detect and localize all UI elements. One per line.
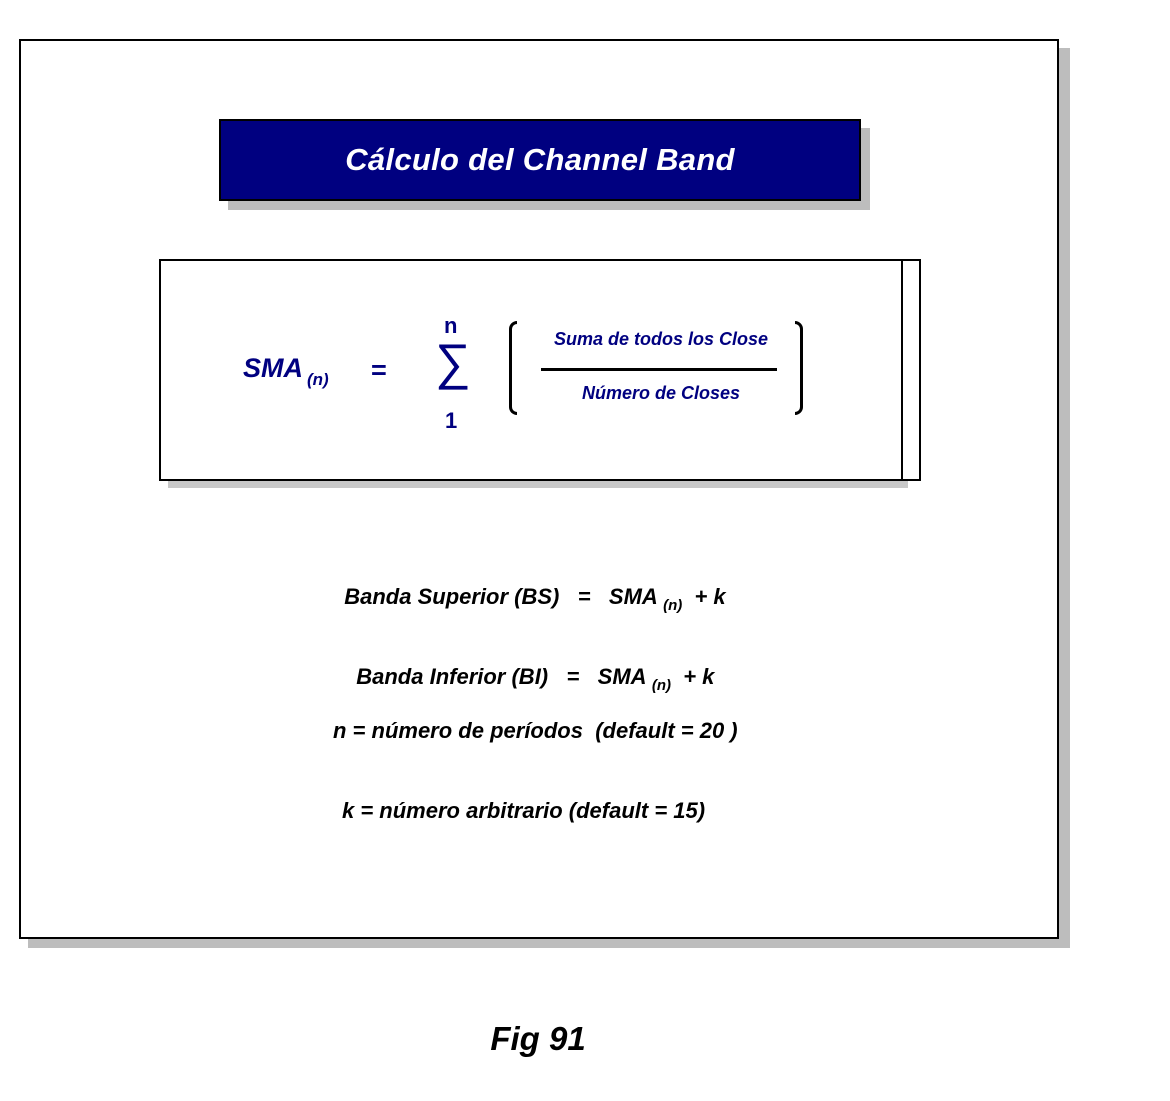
fraction-numerator: Suma de todos los Close — [553, 329, 769, 349]
fraction-bar — [541, 368, 777, 371]
n-definition: n = número de períodos (default = 20 ) — [333, 718, 738, 743]
fraction-denominator: Número de Closes — [581, 383, 741, 403]
upper-band-lead: Banda Superior (BS) = SMA — [344, 584, 664, 609]
lower-band-tail: + k — [671, 664, 715, 689]
sigma-lower-limit: 1 — [445, 408, 458, 433]
upper-band-definition — [332, 558, 726, 614]
formula-box-divider — [901, 261, 903, 479]
formula-lhs-text: SMA — [243, 353, 303, 383]
upper-band-tail: + k — [682, 584, 726, 609]
sigma-upper-limit: n — [444, 313, 458, 338]
left-bracket — [509, 321, 517, 415]
k-definition: k = número arbitrario (default = 15) — [342, 798, 706, 823]
formula-lhs-subscript: (n) — [307, 370, 329, 389]
title-text: Cálculo del Channel Band — [345, 142, 735, 177]
title-banner — [219, 119, 861, 201]
upper-band-subscript: (n) — [663, 597, 683, 614]
lower-band-definition — [344, 638, 715, 694]
formula-equals: = — [371, 355, 387, 385]
formula-lhs — [243, 353, 329, 389]
figure-caption: Fig 91 — [490, 1020, 586, 1057]
lower-band-subscript: (n) — [651, 677, 671, 694]
right-bracket — [795, 321, 803, 415]
formula-box — [159, 259, 921, 481]
sigma-symbol: ∑ — [435, 334, 471, 390]
lower-band-lead: Banda Inferior (BI) = SMA — [356, 664, 652, 689]
